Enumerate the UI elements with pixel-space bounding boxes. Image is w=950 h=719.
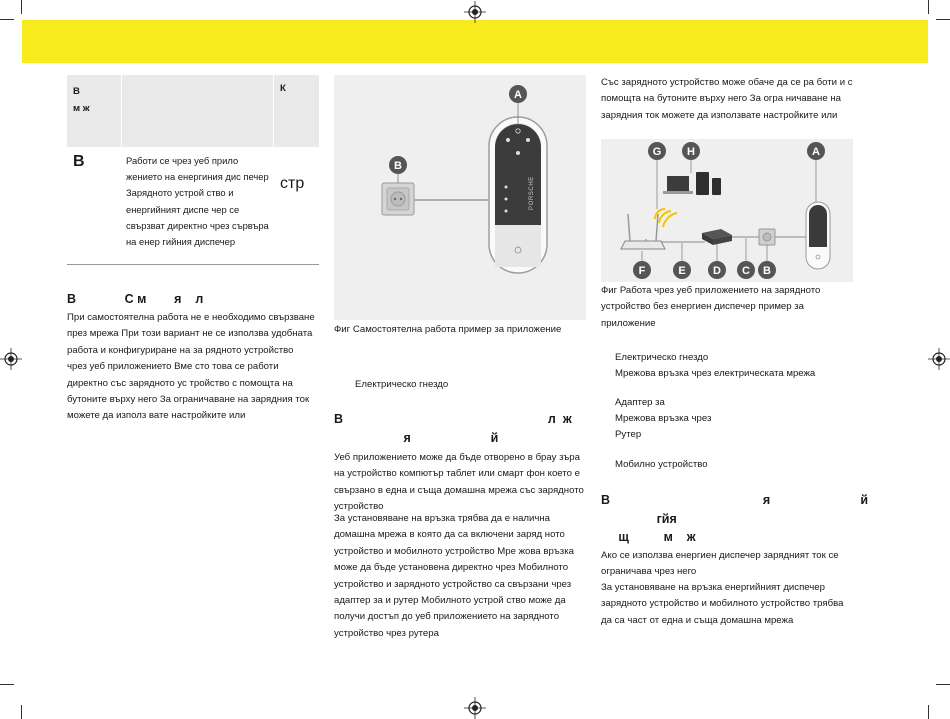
figure-label-h: H xyxy=(687,146,695,158)
standalone-diagram xyxy=(334,75,586,320)
crop-mark xyxy=(21,0,22,14)
crop-mark xyxy=(936,19,950,20)
registration-mark-icon xyxy=(928,348,950,370)
crop-mark xyxy=(936,684,950,685)
table-header xyxy=(67,75,319,148)
figure-label-b: B xyxy=(394,160,402,172)
figure-label-b: B xyxy=(763,265,771,277)
legend-item: Мрежова връзка чрез xyxy=(615,413,712,424)
figure-label-e: E xyxy=(678,265,686,277)
section-heading: В С м я л xyxy=(67,292,204,306)
registration-mark-icon xyxy=(0,348,22,370)
figure-label-f: F xyxy=(638,265,646,277)
legend-item: Електрическо гнездо xyxy=(355,379,449,390)
svg-text:PORSCHE: PORSCHE xyxy=(529,176,535,210)
body-paragraph: За установяване на връзка трябва да е налична домашна мрежа в която да са включени заряд ното устройство и мобилното устройство Мре жова връзка може да бъде установена директно чрез Мобилното устройство и зарядното устройство са свързани чрез адаптер за и рутер Мобилното устрой ство може да получи достъп до уеб приложението на зарядното устройство чрез рутера xyxy=(334,513,574,639)
legend-item: Електрическо гнездо xyxy=(615,352,709,363)
table-cell: В xyxy=(73,153,85,170)
section-heading: В я й xyxy=(601,493,869,507)
registration-mark-icon xyxy=(464,1,486,23)
figure-caption: Фиг Работа чрез уеб приложението на зарядното устройство без енергиен диспечер пример за приложение xyxy=(601,285,821,329)
crop-mark xyxy=(21,705,22,719)
figure-web-app-operation xyxy=(601,139,853,282)
legend-item: Рутер xyxy=(615,429,642,440)
table-header-col1: В м ж xyxy=(73,86,90,114)
legend-item: Мобилно устройство xyxy=(615,459,708,470)
header-banner xyxy=(22,20,928,63)
figure-label-d: D xyxy=(713,265,721,277)
table-header-col3: К xyxy=(280,83,286,94)
table-row xyxy=(67,148,319,265)
figure-label-a: A xyxy=(514,89,522,101)
legend-item: Мрежова връзка чрез електрическата мрежа xyxy=(615,368,816,379)
crop-mark xyxy=(0,19,14,20)
figure-label-a: A xyxy=(812,146,820,158)
body-paragraph: За установяване на връзка енергийният диспечер зарядното устройство и мобилното устройство трябва да са част от една и съща домашна мрежа xyxy=(601,582,844,626)
network-diagram xyxy=(601,139,853,282)
crop-mark xyxy=(928,705,929,719)
body-paragraph: Ако се използва енергиен диспечер зарядният ток се ограничава чрез него xyxy=(601,550,839,578)
table-cell: Работи се чрез уеб прило жението на енергиния дис печер Зарядното устрой ство и енергийният диспе чер се свързват директно чрез сървъра на енер гийния диспечер xyxy=(126,155,269,248)
body-paragraph: Уеб приложението може да бъде отворено в брау зъра на устройство компютър таблет или смарт фон което е свързано в една и съща домашна мрежа със зарядното устройство xyxy=(334,452,584,513)
table-cell: стр xyxy=(280,175,305,192)
figure-standalone-operation xyxy=(334,75,586,320)
crop-mark xyxy=(0,684,14,685)
registration-mark-icon xyxy=(464,697,486,719)
legend-item: Адаптер за xyxy=(615,397,665,408)
figure-caption: Фиг Самостоятелна работа пример за приложение xyxy=(334,324,562,335)
figure-label-g: G xyxy=(652,146,662,158)
operating-mode-table xyxy=(67,75,319,265)
body-paragraph: Със зарядното устройство може обаче да се ра боти и с помощта на бутоните върху него За огра ничаване на зарядния ток можете да използвате настройките или xyxy=(601,77,853,121)
section-heading: гйя xyxy=(601,512,677,526)
section-heading: щ м ж xyxy=(601,530,696,544)
section-heading: я й xyxy=(334,431,499,445)
body-paragraph: При самостоятелна работа не е необходимо свързване през мрежа При този вариант не се използва удобната работа и конфигуриране на за рядното устройство чрез уеб приложението Вме сто това се работи директно със зарядното ус тройство с помощта на бутоните върху него За ограничаване на зарядния ток можете да използ вате настройките или xyxy=(67,312,315,422)
section-heading: В л ж xyxy=(334,412,572,426)
figure-label-c: C xyxy=(742,265,750,277)
crop-mark xyxy=(928,0,929,14)
